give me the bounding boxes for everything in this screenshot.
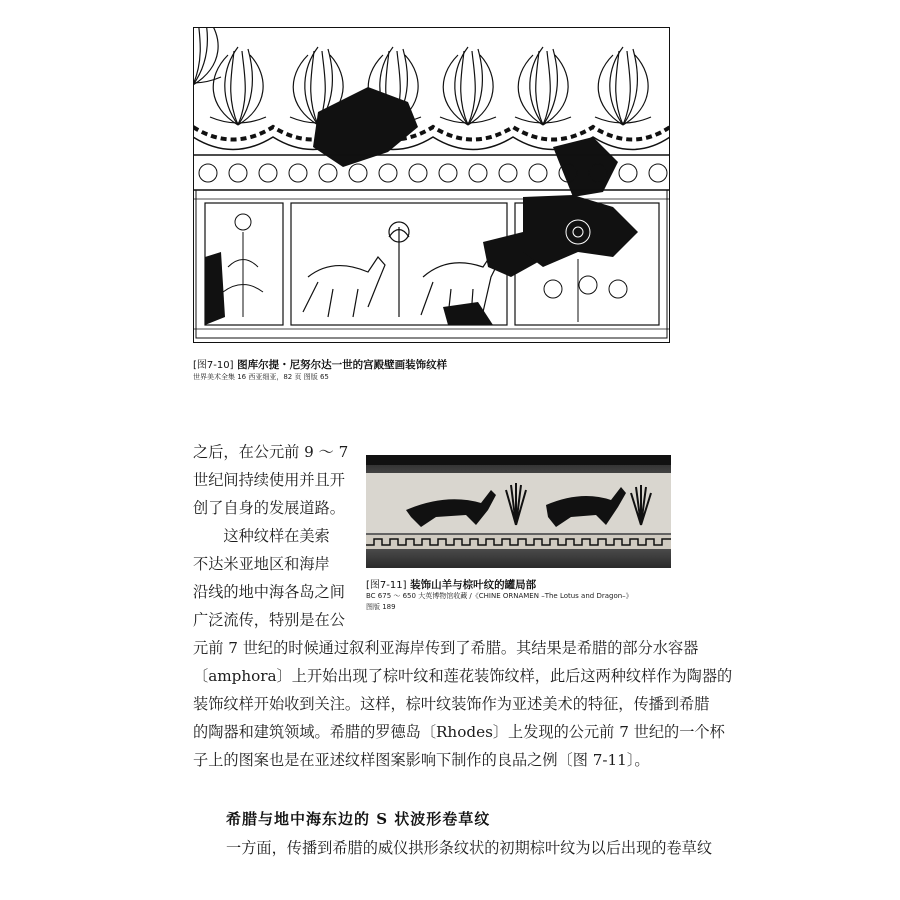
figure-7-11-image [366, 455, 671, 568]
figure-7-11-number: [图7-11] [366, 580, 407, 591]
body-narrow-line-7: 广泛流传，特别是在公 [193, 611, 345, 629]
figure-7-10-number: [图7-10] [193, 360, 234, 371]
figure-7-11-source-line-1: BC 675 ～ 650 大英博物馆收藏 /《CHINE ORNAMEN –The Lotus and Dragon–》 [366, 592, 633, 600]
figure-7-11-source-line-2: 图版 189 [366, 603, 396, 611]
body-full-line-2: 〔amphora〕上开始出现了棕叶纹和莲花装饰纹样，此后这两种纹样作为陶器的 [193, 667, 733, 685]
section-first-line: 一方面，传播到希腊的威仪拱形条纹状的初期棕叶纹为以后出现的卷草纹 [226, 839, 712, 857]
body-narrow-line-1: 之后，在公元前 9 ～ 7 [193, 443, 349, 461]
body-full-line-5: 子上的图案也是在亚述纹样图案影响下制作的良品之例〔图 7-11〕。 [193, 751, 650, 769]
body-full-line-1: 元前 7 世纪的时候通过叙利亚海岸传到了希腊。其结果是希腊的部分水容器 [193, 639, 699, 657]
body-full-line-3: 装饰纹样开始收到关注。这样，棕叶纹装饰作为亚述美术的特征，传播到希腊 [193, 695, 710, 713]
section-heading: 希腊与地中海东边的 S 状波形卷草纹 [226, 810, 491, 828]
figure-7-10-source: 世界美术全集 16 西亚细亚，82 页 图版 65 [193, 373, 329, 381]
figure-7-11-caption [366, 576, 536, 592]
body-full-line-4: 的陶器和建筑领域。希腊的罗德岛〔Rhodes〕上发现的公元前 7 世纪的一个杯 [193, 723, 725, 741]
figure-7-10-image [193, 27, 670, 343]
body-narrow-line-3: 创了自身的发展道路。 [193, 499, 345, 517]
body-narrow-line-6: 沿线的地中海各岛之间 [193, 583, 345, 601]
body-narrow-line-4: 这种纹样在美索 [193, 527, 330, 545]
body-narrow-line-5: 不达米亚地区和海岸 [193, 555, 330, 573]
figure-7-10-caption [193, 356, 447, 372]
body-narrow-line-2: 世纪间持续使用并且开 [193, 471, 345, 489]
figure-7-10-title: 图库尔提・尼努尔达一世的宫殿壁画装饰纹样 [237, 359, 448, 371]
figure-7-11-title: 装饰山羊与棕叶纹的罐局部 [410, 579, 537, 591]
